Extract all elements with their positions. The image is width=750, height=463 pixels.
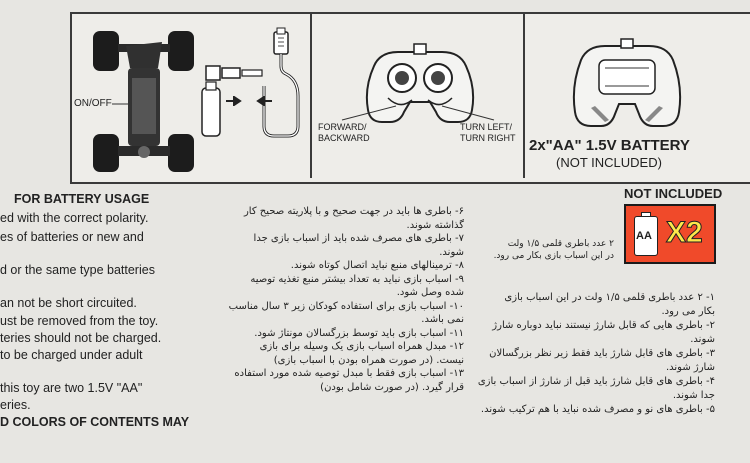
battery-x2-text: X2 (666, 216, 703, 249)
forward-pointer (340, 104, 400, 122)
persian-line: شارژ شوند. (665, 362, 715, 373)
arrow-left-icon (252, 96, 272, 106)
persian-line: ۱۲- مبدل همراه اسباب بازی یک وسیله برای بازی (259, 341, 464, 352)
persian-line: ۱۱- اسباب بازی باید توسط بزرگسالان مونتاژ شود. (254, 327, 464, 339)
persian-line: ۸- ترمینالهای منبع نباید اتصال کوتاه شوند. (290, 260, 464, 271)
diagram-divider-1 (310, 14, 312, 178)
battery-title: 2x"AA" 1.5V BATTERY (529, 137, 690, 154)
english-line: this toy are two 1.5V "AA" (0, 381, 143, 395)
battery-badge (624, 204, 716, 264)
forward-label-line-1: FORWARD/ (318, 122, 367, 132)
persian-note-line: در این اسباب بازی بکار می رود. (493, 251, 614, 261)
persian-line: شوند. (439, 246, 464, 258)
not-included-label: NOT INCLUDED (624, 186, 723, 201)
english-line: eries. (0, 398, 31, 412)
persian-line: گذاشته شوند. (406, 219, 464, 231)
persian-line: ۱۳- اسباب بازی فقط با مبدل توصیه شده مورد استفاده (234, 368, 464, 379)
persian-line: ۶- باطری ها باید در جهت صحیح و با پلاریته صحیح کار (243, 206, 464, 217)
english-line: teries should not be charged. (0, 331, 162, 345)
english-line: ed with the correct polarity. (0, 211, 149, 225)
english-title: FOR BATTERY USAGE (14, 192, 150, 206)
persian-line: ۵- باطری های نو و مصرف شده نباید با هم ترکیب شوند. (480, 404, 715, 415)
persian-line: جدا شوند. (672, 390, 715, 401)
turn-pointer (438, 104, 498, 122)
persian-line: شوند. (690, 334, 715, 345)
persian-line: ۱۰- اسباب بازی برای استفاده کودکان زیر ۳ سال مناسب (228, 300, 464, 312)
arrow-right-icon (226, 96, 246, 106)
persian-line: نمی باشد. (421, 314, 464, 325)
persian-line: بکار می رود. (661, 306, 715, 317)
onoff-label: ON/OFF (74, 98, 112, 109)
forward-backward-label (318, 122, 370, 144)
persian-line: نیست. (در صورت همراه بودن با اسباب بازی) (273, 354, 464, 366)
persian-line: ۴- باطری های قابل شارژ باید قبل از شارژ از اسباب بازی (477, 376, 715, 387)
persian-line: شده وصل شود. (396, 287, 464, 298)
persian-line: ۲- باطری هایی که قابل شارژ نیستند نباید دوباره شارژ (492, 320, 715, 331)
english-column (0, 0, 190, 463)
english-line: an not be short circuited. (0, 296, 137, 310)
battery-subtitle: (NOT INCLUDED) (556, 155, 662, 170)
english-line: es of batteries or new and (0, 230, 144, 244)
persian-battery-note (478, 238, 614, 262)
persian-line: ۱- ۲ عدد باطری قلمی ۱/۵ ولت در این اسباب بازی (504, 292, 715, 303)
turn-label-line-1: TURN LEFT/ (460, 122, 513, 132)
english-line: to be charged under adult (0, 348, 143, 362)
persian-note-line: ۲ عدد باطری قلمی ۱/۵ ولت (507, 239, 614, 249)
charging-pack-icon (200, 80, 224, 138)
english-line: d or the same type batteries (0, 263, 155, 277)
persian-line: ۷- باطری های مصرف شده باید از اسباب بازی جدا (253, 233, 464, 244)
battery-aa-text: AA (636, 230, 652, 242)
english-line: D COLORS OF CONTENTS MAY (0, 415, 190, 429)
turn-label-line-2: TURN RIGHT (460, 133, 516, 143)
diagram-divider-2 (523, 14, 525, 178)
persian-right-column (470, 291, 715, 417)
english-line: ust be removed from the toy. (0, 314, 159, 328)
persian-line: قرار گیرد. (در صورت شامل بودن) (320, 381, 464, 393)
persian-line: ۳- باطری های قابل شارژ باید فقط زیر نظر بزرگسالان (489, 348, 715, 359)
forward-label-line-2: BACKWARD (318, 133, 370, 143)
persian-line: ۹- اسباب بازی نباید به تعداد بیشتر منبع تغذیه توصیه (250, 273, 464, 285)
persian-middle-column (206, 205, 464, 394)
turn-label (460, 122, 516, 144)
controller-back-icon (565, 38, 689, 132)
